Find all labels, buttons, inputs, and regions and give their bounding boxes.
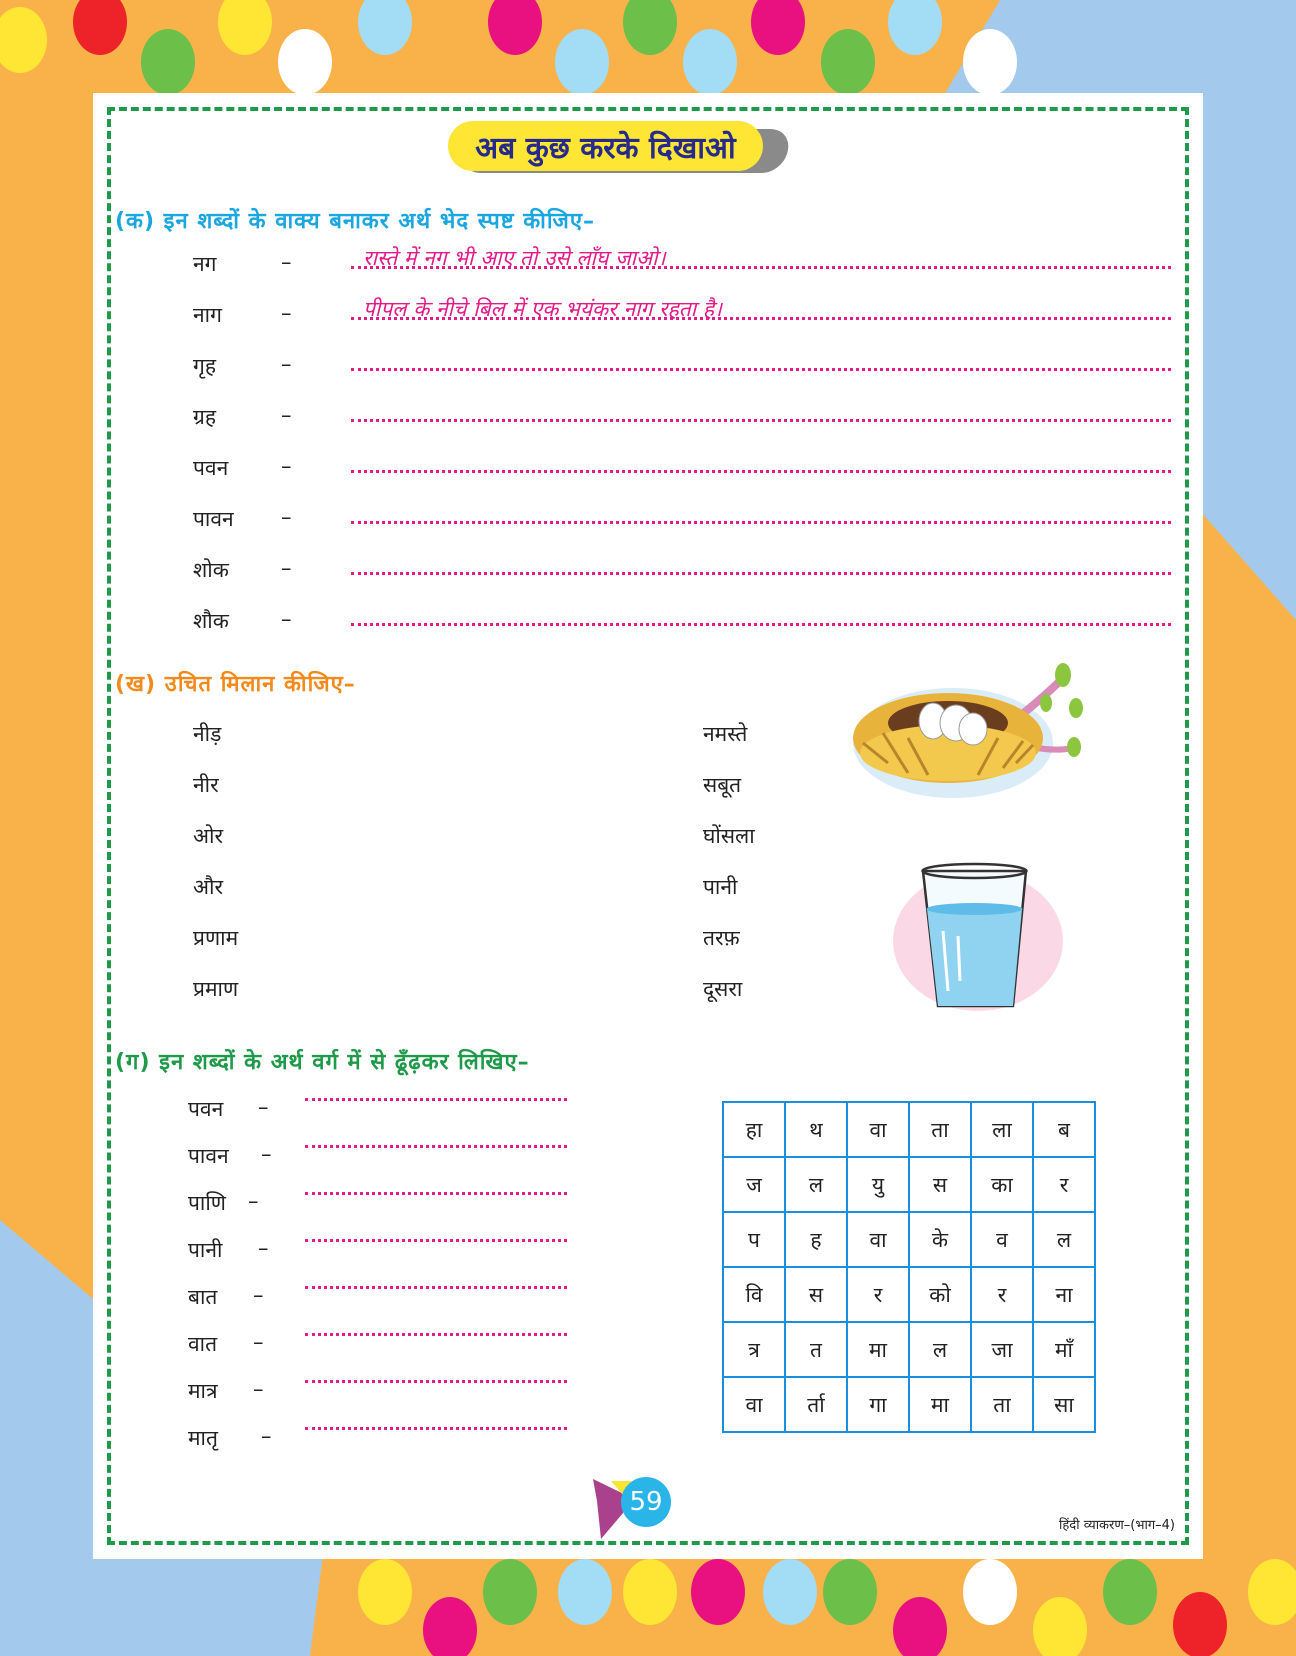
word: बात [188, 1285, 218, 1309]
match-left-item[interactable]: नीर [193, 773, 219, 797]
section-k-row [93, 607, 1203, 647]
answer-line[interactable] [305, 1427, 567, 1430]
answer-line[interactable] [305, 1380, 567, 1383]
grid-row [723, 1377, 1095, 1432]
grid-cell[interactable]: व [971, 1212, 1033, 1267]
word: शौक [193, 609, 229, 633]
dash: – [253, 1377, 264, 1401]
grid-cell[interactable]: वि [723, 1267, 785, 1322]
dash: – [281, 607, 292, 631]
dash: – [248, 1189, 259, 1213]
dash: – [258, 1095, 269, 1119]
answer-line[interactable] [305, 1192, 567, 1195]
word: पावन [193, 507, 234, 531]
dash: – [281, 301, 292, 325]
dash: – [258, 1236, 269, 1260]
grid-cell[interactable]: ज [723, 1157, 785, 1212]
grid-cell[interactable]: ता [909, 1102, 971, 1157]
grid-cell[interactable]: वा [723, 1377, 785, 1432]
dash: – [281, 250, 292, 274]
word: पावन [188, 1144, 229, 1168]
match-left-item[interactable]: ओर [193, 824, 224, 848]
grid-cell[interactable]: ल [909, 1322, 971, 1377]
grid-cell[interactable]: का [971, 1157, 1033, 1212]
bird-nest-illustration [848, 663, 1088, 803]
dash: – [253, 1283, 264, 1307]
section-k-row [93, 556, 1203, 596]
section-g-heading: (ग) इन शब्दों के अर्थ वर्ग में से ढूँढ़कर लिखिए– [115, 1050, 530, 1075]
word: गृह [193, 354, 216, 378]
dash: – [281, 352, 292, 376]
dash: – [261, 1424, 272, 1448]
section-k-row [93, 246, 1203, 290]
word: मातृ [188, 1426, 218, 1450]
match-left-item[interactable]: नीड़ [193, 722, 222, 746]
grid-cell[interactable]: माँ [1033, 1322, 1095, 1377]
page-title: अब कुछ करके दिखाओ [448, 121, 763, 171]
match-left-item[interactable]: और [193, 875, 224, 899]
word: पवन [193, 456, 229, 480]
word: नग [193, 252, 217, 276]
grid-cell[interactable]: वा [847, 1102, 909, 1157]
grid-cell[interactable]: यु [847, 1157, 909, 1212]
match-right-item[interactable]: सबूत [703, 773, 742, 797]
section-kh-heading: (ख) उचित मिलान कीजिए– [115, 672, 356, 697]
water-glass-illustration [888, 861, 1063, 1021]
answer-line[interactable] [351, 419, 1171, 422]
word: पाणि [188, 1191, 226, 1215]
page-number: 59 [621, 1477, 671, 1527]
match-right-item[interactable]: घोंसला [703, 824, 755, 848]
grid-cell[interactable]: ह [785, 1212, 847, 1267]
grid-cell[interactable]: त्र [723, 1322, 785, 1377]
word-search-grid [722, 1101, 1096, 1433]
grid-cell[interactable]: के [909, 1212, 971, 1267]
grid-cell[interactable]: सा [1033, 1377, 1095, 1432]
grid-cell[interactable]: जा [971, 1322, 1033, 1377]
grid-cell[interactable]: वा [847, 1212, 909, 1267]
grid-cell[interactable]: ल [785, 1157, 847, 1212]
grid-cell[interactable]: हा [723, 1102, 785, 1157]
grid-cell[interactable]: को [909, 1267, 971, 1322]
worksheet-page [93, 93, 1203, 1559]
grid-cell[interactable]: मा [847, 1322, 909, 1377]
match-right-item[interactable]: तरफ़ [703, 926, 740, 950]
answer-line[interactable] [351, 368, 1171, 371]
grid-cell[interactable]: र [971, 1267, 1033, 1322]
word: पवन [188, 1097, 224, 1121]
grid-cell[interactable]: ना [1033, 1267, 1095, 1322]
word: नाग [193, 303, 222, 327]
section-k-row [93, 505, 1203, 545]
grid-row [723, 1212, 1095, 1267]
match-right-item[interactable]: नमस्ते [703, 722, 748, 746]
match-right-item[interactable]: दूसरा [703, 977, 743, 1001]
section-k-row [93, 352, 1203, 392]
dash: – [281, 403, 292, 427]
section-k-row [93, 297, 1203, 341]
grid-cell[interactable]: ल [1033, 1212, 1095, 1267]
grid-cell[interactable]: र [847, 1267, 909, 1322]
grid-cell[interactable]: स [909, 1157, 971, 1212]
grid-cell[interactable]: गा [847, 1377, 909, 1432]
dash: – [253, 1330, 264, 1354]
answer-text: रास्ते में नग भी आए तो उसे लाँघ जाओ। [363, 246, 666, 270]
dash: – [261, 1142, 272, 1166]
answer-line[interactable] [351, 521, 1171, 524]
grid-cell[interactable]: स [785, 1267, 847, 1322]
grid-cell[interactable]: ला [971, 1102, 1033, 1157]
dash: – [281, 454, 292, 478]
answer-text: पीपल के नीचे बिल में एक भयंकर नाग रहता है। [363, 297, 722, 321]
dash: – [281, 505, 292, 529]
word: ग्रह [193, 405, 216, 429]
word: शोक [193, 558, 229, 582]
word: वात [188, 1332, 218, 1356]
grid-cell[interactable]: र [1033, 1157, 1095, 1212]
answer-line[interactable] [305, 1239, 567, 1242]
grid-row [723, 1322, 1095, 1377]
word: पानी [188, 1238, 223, 1262]
answer-line[interactable] [305, 1145, 567, 1148]
grid-cell[interactable]: ब [1033, 1102, 1095, 1157]
grid-row [723, 1102, 1095, 1157]
section-k-row [93, 454, 1203, 494]
answer-line[interactable] [305, 1333, 567, 1336]
grid-cell[interactable]: मा [909, 1377, 971, 1432]
grid-row [723, 1267, 1095, 1322]
answer-line[interactable] [351, 470, 1171, 473]
answer-line[interactable] [305, 1098, 567, 1101]
match-left-item[interactable]: प्रमाण [193, 977, 239, 1001]
grid-cell[interactable]: त [785, 1322, 847, 1377]
answer-line[interactable] [351, 623, 1171, 626]
book-footer: हिंदी व्याकरण–(भाग–4) [1059, 1518, 1175, 1533]
dash: – [281, 556, 292, 580]
grid-cell[interactable]: प [723, 1212, 785, 1267]
answer-line[interactable] [305, 1286, 567, 1289]
section-k-heading: (क) इन शब्दों के वाक्य बनाकर अर्थ भेद स्पष्ट कीजिए– [115, 209, 596, 234]
title-banner [448, 121, 788, 175]
word: मात्र [188, 1379, 218, 1403]
grid-cell[interactable]: र्ता [785, 1377, 847, 1432]
answer-line[interactable] [351, 572, 1171, 575]
grid-cell[interactable]: ता [971, 1377, 1033, 1432]
grid-cell[interactable]: थ [785, 1102, 847, 1157]
match-left-item[interactable]: प्रणाम [193, 926, 239, 950]
grid-row [723, 1157, 1095, 1212]
section-k-row [93, 403, 1203, 443]
match-right-item[interactable]: पानी [703, 875, 738, 899]
